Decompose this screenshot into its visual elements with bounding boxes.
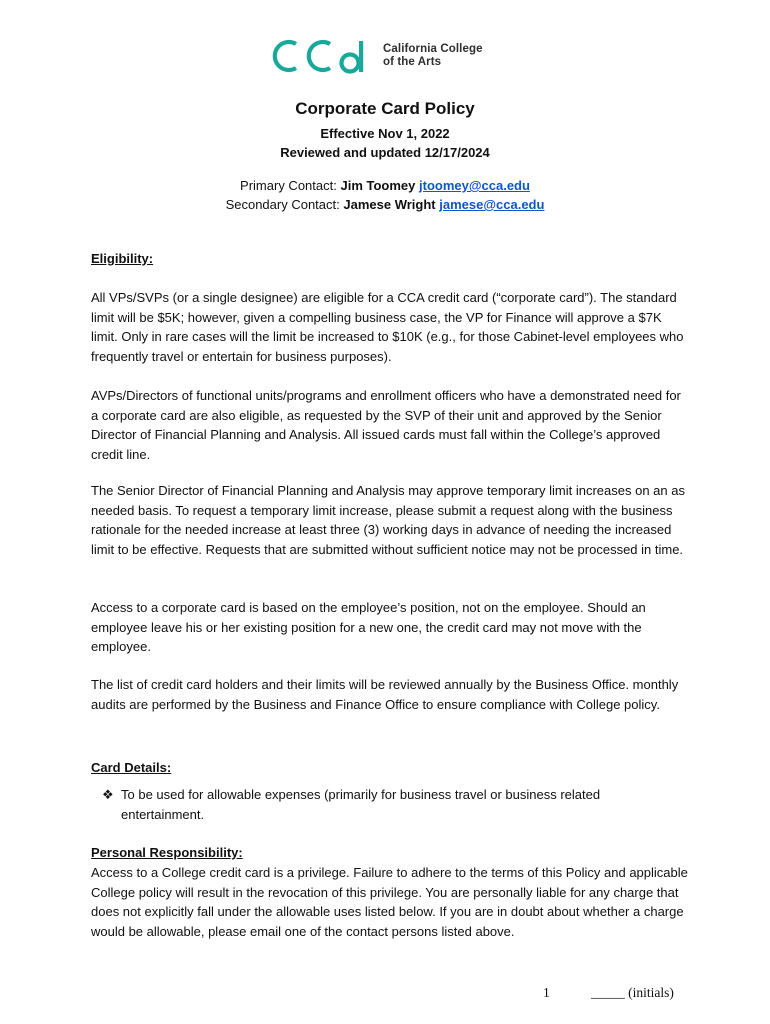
primary-contact-email-link[interactable]: jtoomey@cca.edu: [419, 178, 530, 193]
secondary-contact-label: Secondary Contact:: [225, 197, 340, 212]
page-title: Corporate Card Policy: [295, 99, 475, 118]
logo-line-1: California College: [383, 43, 483, 55]
eligibility-paragraph-4: Access to a corporate card is based on the employee’s position, not on the employee. Should an employee leave his or her existing position for a new one, the credit card may not move with the employee.: [91, 600, 646, 655]
reviewed-date: Reviewed and updated 12/17/2024: [280, 145, 490, 160]
cca-logo-mark: [268, 38, 373, 74]
primary-contact-label: Primary Contact:: [240, 178, 337, 193]
personal-responsibility-heading: Personal Responsibility:: [91, 845, 243, 860]
secondary-contact-email-link[interactable]: jamese@cca.edu: [439, 197, 545, 212]
card-details-heading: Card Details:: [91, 760, 172, 775]
diamond-bullet-icon: ❖: [102, 787, 114, 802]
eligibility-paragraph-1: All VPs/SVPs (or a single designee) are eligible for a CCA credit card (“corporate card”). The standard limit will be $5K; however, given a compelling business case, the VP for Finance will approve a $7K limit. Only in rare cases will the limit be increased to $10K (e.g., for those Cabinet-level employees who frequently travel or entertain for business purposes).: [91, 290, 684, 365]
cca-logo: [268, 38, 483, 74]
eligibility-paragraph-2: AVPs/Directors of functional units/programs and enrollment officers who have a demonstrated need for a corporate card are also eligible, as requested by the SVP of their unit and approved by the Senior Director of Financial Planning and Analysis. All issued cards must fall within the College’s approved credit line.: [91, 388, 681, 463]
initials-field: _____ (initials): [591, 985, 674, 1000]
secondary-contact: [0, 197, 770, 212]
primary-contact: [0, 178, 770, 193]
effective-date: Effective Nov 1, 2022: [320, 126, 450, 141]
eligibility-heading: Eligibility:: [91, 251, 154, 266]
logo-line-2: of the Arts: [383, 56, 442, 68]
secondary-contact-name: Jamese Wright: [343, 197, 436, 212]
card-details-bullet-text: To be used for allowable expenses (primarily for business travel or business related entertainment.: [121, 787, 601, 822]
eligibility-paragraph-3: The Senior Director of Financial Planning and Analysis may approve temporary limit increases on an as needed basis. To request a temporary limit increase, please submit a request along with the business rationale for the needed increase at least three (3) working days in advance of needing the increased limit to be effective. Requests that are submitted without sufficient notice may not be processed in time.: [91, 483, 685, 558]
page-number: 1: [543, 985, 550, 1000]
personal-responsibility-paragraph: Access to a College credit card is a privilege. Failure to adhere to the terms of this Policy and applicable College policy will result in the revocation of this privilege. You are personally liable for any charge that does not explicitly fall under the allowable uses listed below. If you are in doubt about whether a charge would be allowable, please email one of the contact persons listed above.: [91, 865, 688, 940]
primary-contact-name: Jim Toomey: [340, 178, 416, 193]
eligibility-paragraph-5: The list of credit card holders and their limits will be reviewed annually by the Business Office. monthly audits are performed by the Business and Finance Office to ensure compliance with College policy.: [91, 677, 679, 712]
logo-wordmark: [383, 43, 483, 69]
